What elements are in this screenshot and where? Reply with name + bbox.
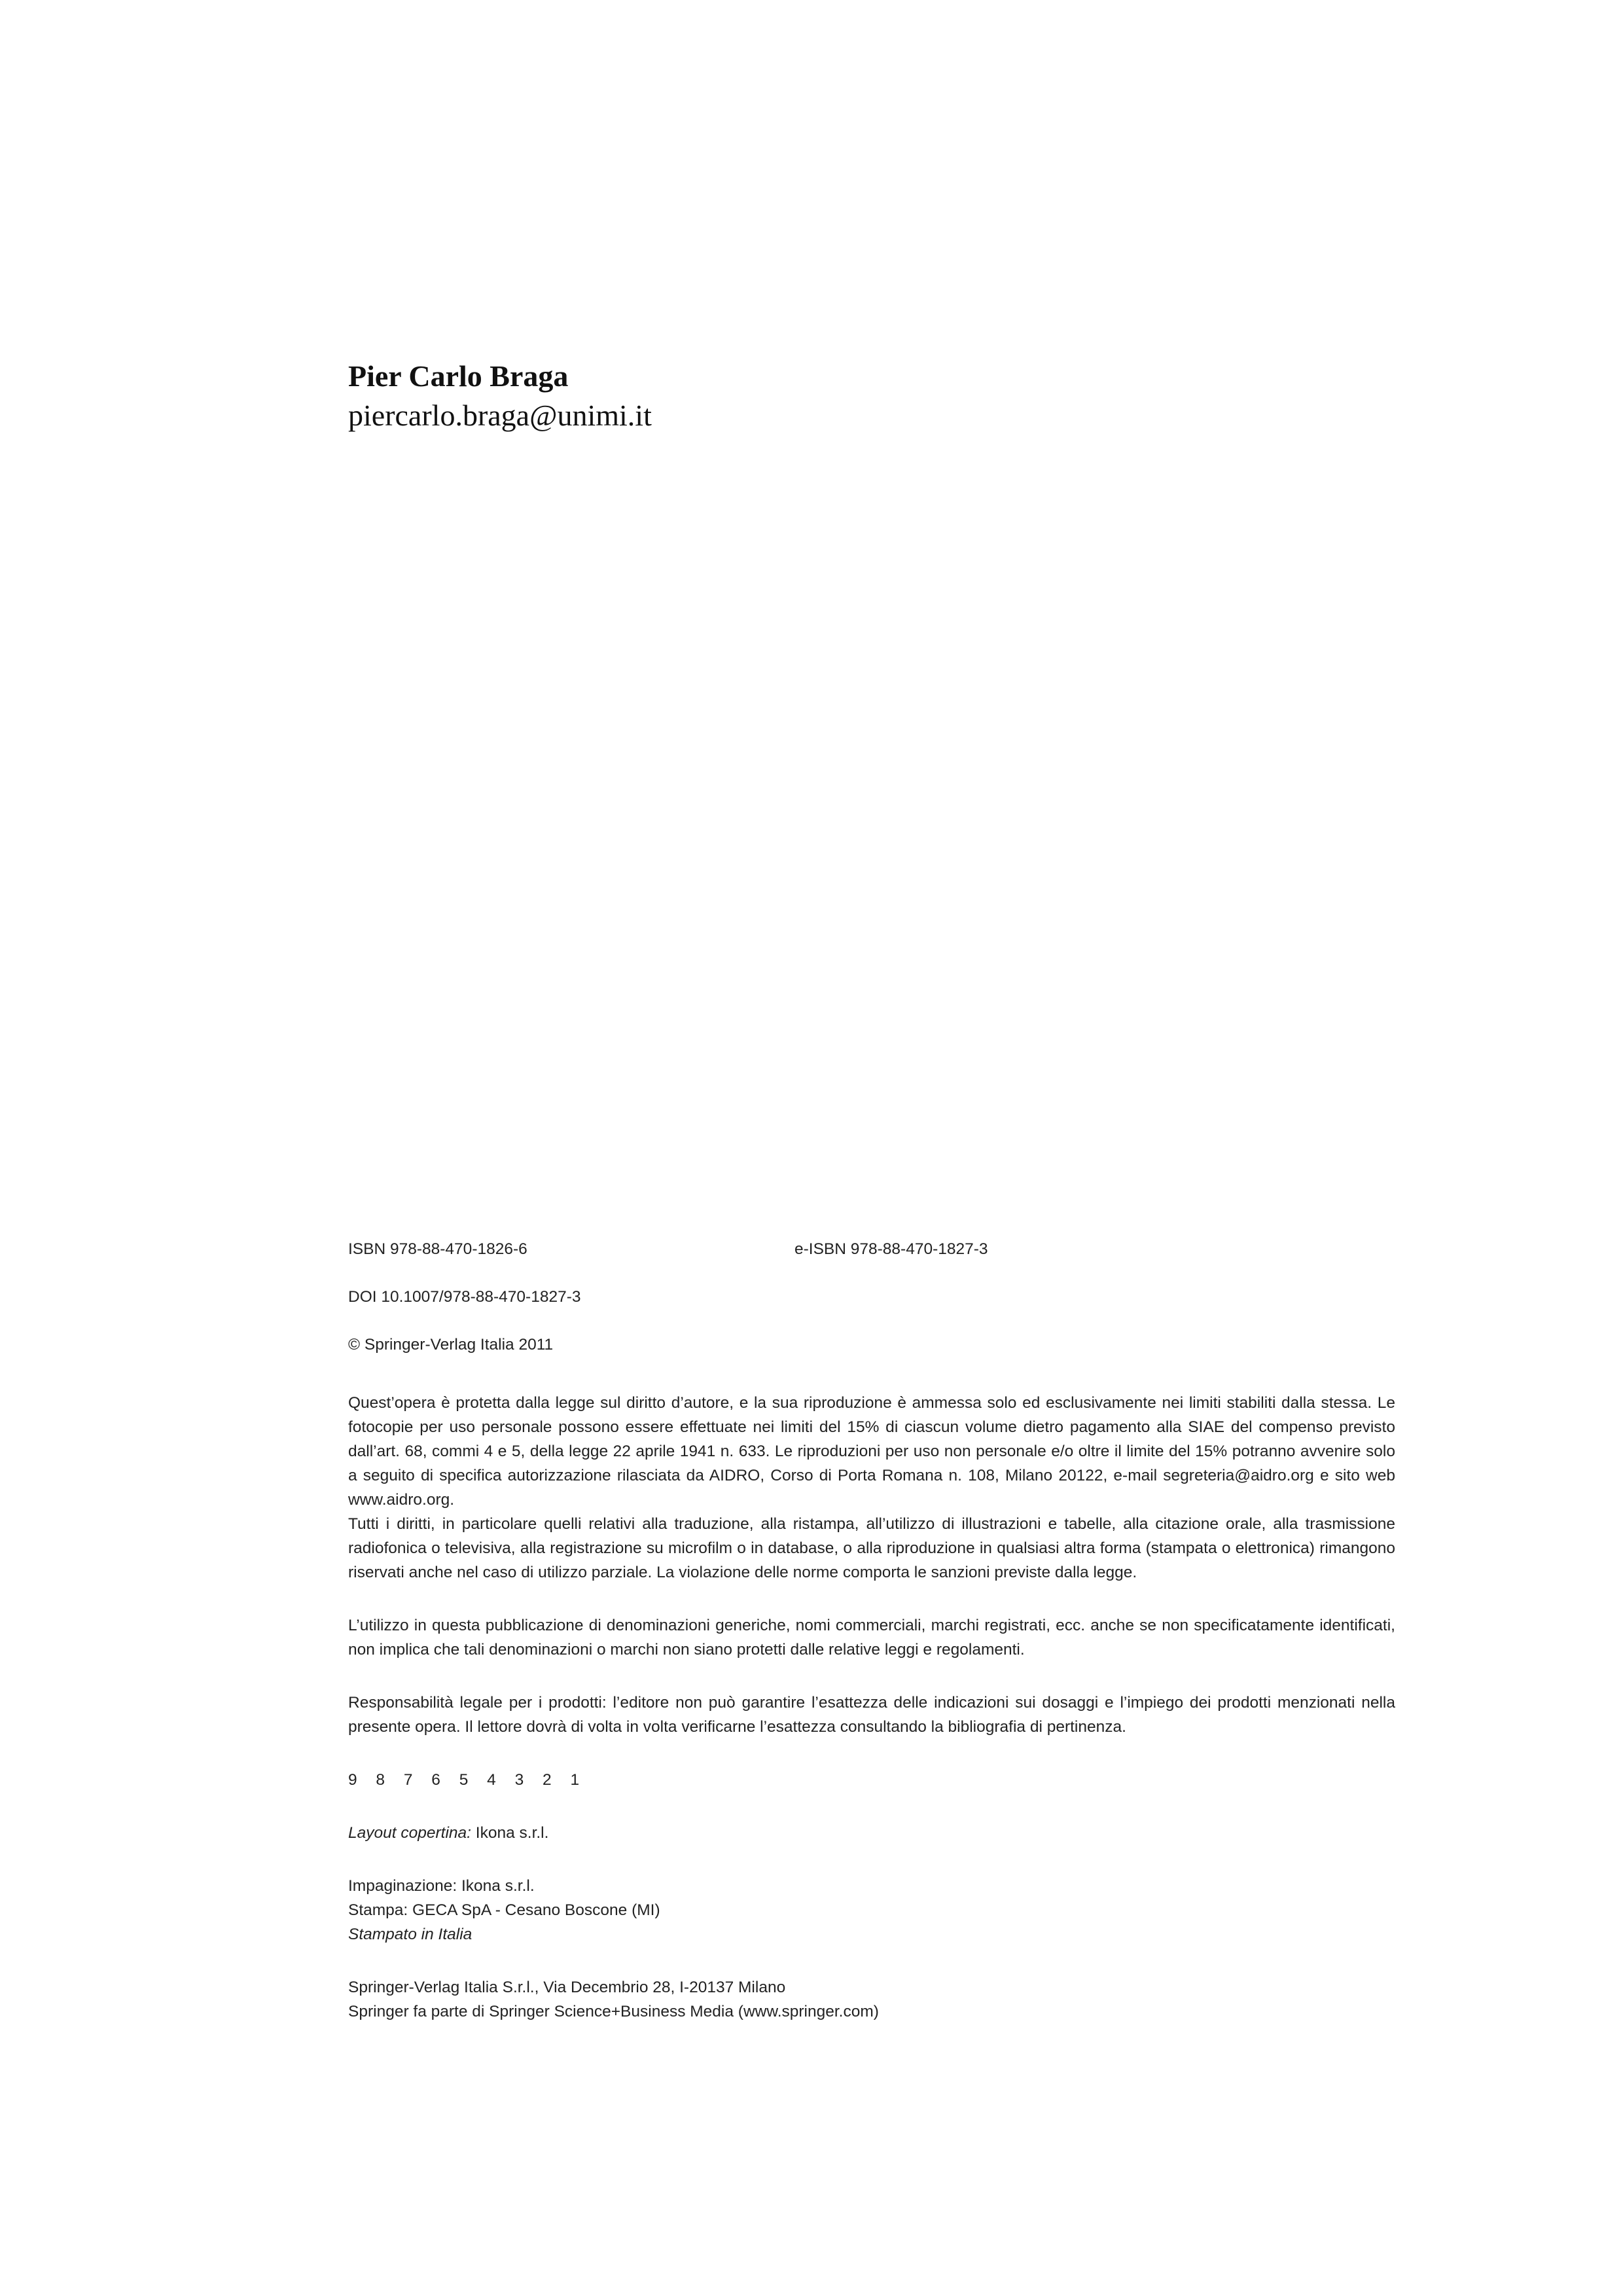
print-run-numbers: 9 8 7 6 5 4 3 2 1: [348, 1771, 587, 1789]
eisbn: e-ISBN 978-88-470-1827-3: [794, 1240, 988, 1258]
cover-credit-value: Ikona s.r.l.: [471, 1824, 549, 1842]
printing-credit: Stampa: GECA SpA - Cesano Boscone (MI): [348, 1901, 660, 1919]
author-email: piercarlo.braga@unimi.it: [348, 399, 652, 432]
isbn-row: [348, 1237, 1395, 1261]
trademark-notice: L’utilizzo in questa pubblicazione di denominazioni generiche, nomi commerciali, marchi registrati, ecc. anche se non specificatamente identificati, non implica che tali denominazioni o marchi non siano protetti dalle relative leggi e regolamenti.: [348, 1617, 1395, 1659]
typesetting-credit: Impaginazione: Ikona s.r.l.: [348, 1877, 535, 1895]
doi: DOI 10.1007/978-88-470-1827-3: [348, 1288, 581, 1306]
copyright-notice: Quest’opera è protetta dalla legge sul diritto d’autore, e la sua riproduzione è ammessa solo ed esclusivamente nei limiti stabiliti dalla stessa. Le fotocopie per uso personale possono essere effettuate nei limiti del 15% di ciascun volume dietro pagamento alla SIAE del compenso previsto dall’art. 68, commi 4 e 5, della legge 22 aprile 1941 n. 633. Le riproduzioni per uso non personale e/o oltre il limite del 15% potranno avvenire solo a seguito di specifica autorizzazione rilasciata da AIDRO, Corso di Porta Romana n. 108, Milano 20122, e-mail segreteria@aidro.org e sito web www.aidro.org.: [348, 1394, 1395, 1509]
liability-notice: Responsabilità legale per i prodotti: l’editore non può garantire l’esattezza delle indicazioni sui dosaggi e l’impiego dei prodotti menzionati nella presente opera. Il lettore dovrà di volta in volta verificarne l’esattezza consultando la bibliografia di pertinenza.: [348, 1694, 1395, 1736]
copyright-page-text: [348, 1237, 1395, 2024]
copyright-line: © Springer-Verlag Italia 2011: [348, 1336, 554, 1354]
cover-credit: [348, 1821, 1395, 1845]
cover-credit-label: Layout copertina:: [348, 1824, 471, 1842]
author-block: [348, 357, 652, 435]
rights-notice: Tutti i diritti, in particolare quelli relativi alla traduzione, alla ristampa, all’utilizzo di illustrazioni e tabelle, alla citazione orale, alla trasmissione radiofonica o televisiva, alla registrazione su microfilm o in database, o alla riproduzione in qualsiasi altra forma (stampata o elettronica) rimangono riservati anche nel caso di utilizzo parziale. La violazione delle norme comporta le sanzioni previste dalla legge.: [348, 1515, 1395, 1581]
author-name: Pier Carlo Braga: [348, 359, 569, 393]
printed-in: Stampato in Italia: [348, 1926, 473, 1943]
isbn: ISBN 978-88-470-1826-6: [348, 1240, 527, 1258]
publisher-address: Springer-Verlag Italia S.r.l., Via Decembrio 28, I-20137 Milano: [348, 1979, 786, 1996]
publisher-group: Springer fa parte di Springer Science+Business Media (www.springer.com): [348, 2003, 879, 2020]
